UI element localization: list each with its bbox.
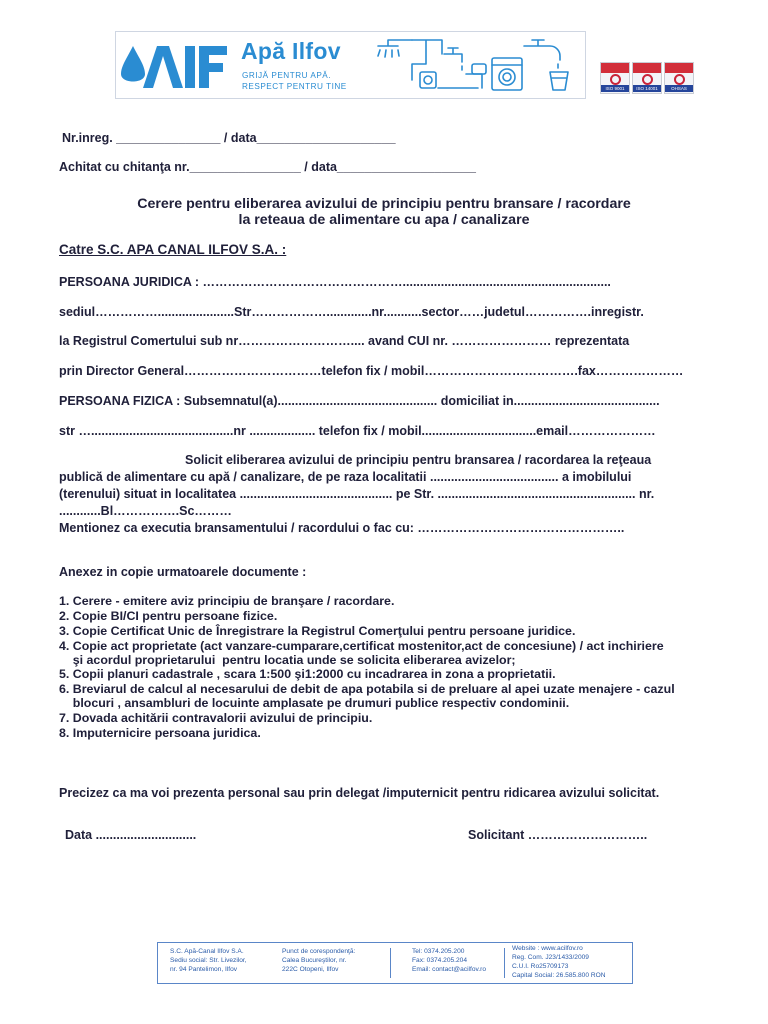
registration-number-line: Nr.inreg. _______________ / data____________________ (62, 131, 396, 145)
footer-text: Sediu social: Str. Livezilor, (170, 957, 247, 964)
annex-list-item: 2. Copie BI/CI pentru persoane fizice. (59, 609, 278, 623)
annex-list-item: 8. Imputernicire persoana juridica. (59, 726, 261, 740)
footer-text: 222C Otopeni, Ilfov (282, 966, 339, 973)
footer-correspondence (282, 947, 355, 974)
certificate-code: ISO 14001 (633, 85, 661, 92)
request-text: publică de alimentare cu apă / canalizare, de pe raza localitatii ..................................... a imobilului (59, 470, 632, 484)
annex-list-item: 3. Copie Certificat Unic de Înregistrare la Registrul Comerţului pentru persoane juridice. (59, 624, 576, 638)
pickup-statement: Precizez ca ma voi prezenta personal sau prin delegat /imputernicit pentru ridicarea avizului solicitat. (59, 786, 660, 800)
aif-logo-icon (119, 40, 229, 92)
trade-register-line: la Registrul Comertului sub nr……………………….... avand CUI nr. …………………… reprezentata (59, 334, 630, 348)
footer-text: Fax: 0374.205.204 (412, 957, 467, 964)
applicant-signature-field: Solicitant ……………………….. (468, 828, 648, 842)
footer-text: Tel: 0374.205.200 (412, 948, 465, 955)
annex-list-item: şi acordul proprietarului pentru locatia unde se solicita eliberarea avizelor; (59, 653, 516, 667)
director-line: prin Director General……………………………telefon fix / mobil……………………………….fax………………… (59, 364, 684, 378)
document-title: Cerere pentru eliberarea avizului de principiu pentru bransare / racordare (137, 196, 631, 212)
footer-text: C.U.I. Ro25709173 (512, 963, 569, 970)
annex-heading: Anexez in copie urmatoarele documente : (59, 565, 307, 579)
company-footer (157, 942, 633, 984)
request-text: Solicit eliberarea avizului de principiu pentru bransarea / racordarea la reţeaua (185, 453, 652, 467)
footer-text: S.C. Apă-Canal Ilfov S.A. (170, 948, 244, 955)
letterhead-banner (115, 31, 586, 99)
annex-list-item: 5. Copii planuri cadastrale , scara 1:500 şi1:2000 cu incadrarea in zona a proprietatii. (59, 667, 556, 681)
certificate-code: ISO 9001 (601, 85, 629, 92)
annex-list-item: 7. Dovada achitării contravalorii avizului de principiu. (59, 711, 373, 725)
tagline: RESPECT PENTRU TINE (242, 82, 347, 91)
footer-text: Email: contact@acilfov.ro (412, 966, 486, 973)
footer-text: nr. 94 Pantelimon, Ilfov (170, 966, 238, 973)
iso-14001-certificate-icon (632, 62, 662, 94)
annex-list-item: 1. Cerere - emitere aviz principiu de branşare / racordare. (59, 594, 395, 608)
document-title: la reteaua de alimentare cu apa / canalizare (238, 212, 530, 228)
annex-list-item: blocuri , ansambluri de locuinte amplasate pe drumuri publice respectiv condominii. (59, 696, 570, 710)
execution-statement: Mentionez ca executia bransamentului / racordului o fac cu: ………………………………………….. (59, 521, 625, 535)
brand-name: Apă Ilfov (241, 38, 341, 64)
footer-company-info (170, 947, 247, 974)
natural-person-line: PERSOANA FIZICA : Subsemnatul(a).............................................. domiciliat in.......................................... (59, 394, 660, 408)
street-line: str ….........................................nr ................... telefon fix / mobil.................................email………………… (59, 424, 656, 438)
request-text: (terenului) situat in localitatea ............................................ pe Str. ......................................................... nr. (59, 487, 655, 501)
headquarters-line: sediul……………......................Str……………….............nr...........sector……judetul…………….inregistr. (59, 305, 644, 319)
tagline: GRIJĂ PENTRU APĂ. (242, 71, 332, 80)
request-text: ............Bl…………….Sc……… (59, 504, 232, 518)
footer-legal (512, 944, 605, 980)
receipt-line: Achitat cu chitanţa nr.________________ / data____________________ (59, 160, 476, 174)
footer-text: Reg. Com. J23/1433/2009 (512, 954, 589, 961)
annex-list-item: 4. Copie act proprietate (act vanzare-cumparare,certificat mostenitor,act de concesiune) / act inchiriere (59, 639, 664, 653)
footer-text: Punct de corespondenţă: (282, 948, 356, 955)
date-field: Data ............................. (65, 828, 197, 842)
footer-divider (504, 948, 505, 978)
iso-9001-certificate-icon (600, 62, 630, 94)
footer-contact (412, 947, 486, 974)
certificate-code: OHSAS 18001 (665, 85, 693, 92)
annex-list-item: 6. Breviarul de calcul al necesarului de debit de apa potabila si de preluare al apei uzate menajere - cazul (59, 682, 675, 696)
footer-text: Capital Social: 26.585.800 RON (512, 972, 606, 979)
water-appliances-illustration-icon (374, 34, 584, 96)
footer-text: Calea Bucureştilor, nr. (282, 957, 347, 964)
footer-divider (390, 948, 391, 978)
footer-text: Website : www.acilfov.ro (512, 945, 583, 952)
legal-entity-line: PERSOANA JURIDICA : …………………………………………............................................................ (59, 275, 611, 289)
addressee: Catre S.C. APA CANAL ILFOV S.A. : (59, 242, 287, 257)
ohsas-18001-certificate-icon (664, 62, 694, 98)
